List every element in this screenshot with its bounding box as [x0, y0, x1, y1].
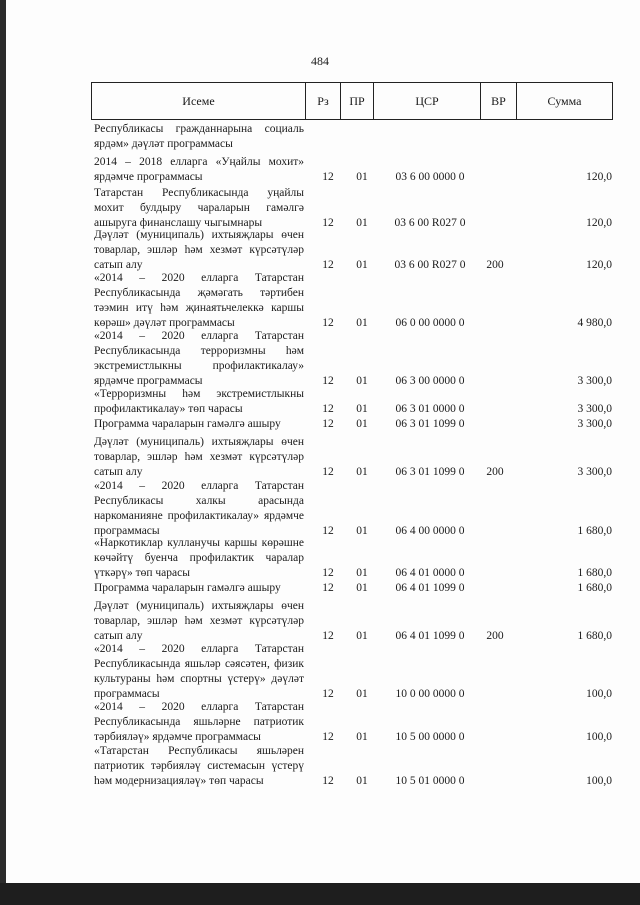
row-csr: 03 6 00 0000 0	[395, 171, 465, 183]
row-name: Республикасы гражданнарына социаль ярдәм» дәүләт программасы	[94, 123, 304, 150]
row-csr: 06 4 01 0000 0	[395, 567, 465, 579]
row-name: Дәүләт (муниципаль) ихтыяҗлары өчен товарлар, эшләр һәм хезмәт күрсәтүләр сатып алу	[94, 600, 304, 642]
row-rz: 12	[322, 525, 334, 537]
row-name: «Терроризмны һәм экстремистлыкны профилактикалау» төп чарасы	[94, 388, 304, 415]
row-csr: 10 5 01 0000 0	[395, 775, 465, 787]
table-row	[0, 435, 640, 480]
row-rz: 12	[322, 259, 334, 271]
row-rz: 12	[322, 466, 334, 478]
row-name: «2014 – 2020 елларга Татарстан Республикасында җәмәгать тәртибен тәэмин итү һәм җинаятьчелеккә каршы көрәш» дәүләт программасы	[94, 272, 304, 329]
row-pr: 01	[356, 630, 368, 642]
page-number: 484	[311, 54, 329, 68]
row-sum: 3 300,0	[577, 375, 612, 387]
row-pr: 01	[356, 466, 368, 478]
row-sum: 4 980,0	[577, 317, 612, 329]
row-pr: 01	[356, 688, 368, 700]
row-sum: 100,0	[586, 688, 612, 700]
row-name: Программа чараларын гамәлгә ашыру	[94, 582, 281, 594]
header-rz: Рз	[306, 83, 341, 120]
row-vr: 200	[486, 630, 504, 642]
row-rz: 12	[322, 317, 334, 329]
row-csr: 06 3 00 0000 0	[395, 375, 465, 387]
row-rz: 12	[322, 630, 334, 642]
row-rz: 12	[322, 418, 334, 430]
row-pr: 01	[356, 582, 368, 594]
table-row	[0, 479, 640, 539]
row-pr: 01	[356, 731, 368, 743]
row-sum: 120,0	[586, 259, 612, 271]
row-csr: 10 0 00 0000 0	[395, 688, 465, 700]
row-pr: 01	[356, 217, 368, 229]
row-name: «2014 – 2020 елларга Татарстан Республикасында яшьләрне патриотик тәрбияләү» ярдәмче программасы	[94, 701, 304, 743]
table-row	[0, 642, 640, 702]
table-row	[0, 155, 640, 185]
row-pr: 01	[356, 403, 368, 415]
row-sum: 3 300,0	[577, 403, 612, 415]
row-rz: 12	[322, 688, 334, 700]
row-csr: 03 6 00 R027 0	[394, 217, 466, 229]
table-row	[0, 417, 640, 432]
row-sum: 3 300,0	[577, 466, 612, 478]
header-pr: ПР	[341, 83, 374, 120]
row-csr: 06 3 01 1099 0	[395, 418, 465, 430]
header-csr: ЦСР	[374, 83, 481, 120]
row-csr: 06 3 01 1099 0	[395, 466, 465, 478]
row-name: «2014 – 2020 елларга Татарстан Республикасында яшьләр сәясәтен, физик культураны һәм спортны үстерү» дәүләт программасы	[94, 643, 304, 700]
table-row	[0, 387, 640, 417]
row-rz: 12	[322, 403, 334, 415]
table-header	[91, 82, 613, 120]
row-sum: 120,0	[586, 217, 612, 229]
row-rz: 12	[322, 567, 334, 579]
table-row	[0, 271, 640, 331]
row-pr: 01	[356, 567, 368, 579]
row-csr: 06 3 01 0000 0	[395, 403, 465, 415]
row-csr: 06 0 00 0000 0	[395, 317, 465, 329]
row-pr: 01	[356, 259, 368, 271]
row-sum: 100,0	[586, 775, 612, 787]
row-name: Дәүләт (муниципаль) ихтыяҗлары өчен товарлар, эшләр һәм хезмәт күрсәтүләр сатып алу	[94, 229, 304, 271]
row-sum: 1 680,0	[577, 630, 612, 642]
row-sum: 1 680,0	[577, 525, 612, 537]
row-pr: 01	[356, 525, 368, 537]
row-name: «2014 – 2020 елларга Татарстан Республикасында терроризмны һәм экстремистлыкны профилактикалау» ярдәмче программасы	[94, 330, 304, 387]
row-pr: 01	[356, 418, 368, 430]
row-name: Дәүләт (муниципаль) ихтыяҗлары өчен товарлар, эшләр һәм хезмәт күрсәтүләр сатып алу	[94, 436, 304, 478]
table-row	[0, 122, 640, 152]
table-row	[0, 186, 640, 231]
row-rz: 12	[322, 582, 334, 594]
row-name: Программа чараларын гамәлгә ашыру	[94, 418, 281, 430]
row-sum: 1 680,0	[577, 567, 612, 579]
row-name: «2014 – 2020 елларга Татарстан Республикасы халкы арасында наркоманияне профилактикалау» ярдәмче программасы	[94, 480, 304, 537]
row-csr: 03 6 00 R027 0	[394, 259, 466, 271]
row-csr: 06 4 01 1099 0	[395, 630, 465, 642]
row-name: «Наркотиклар кулланучы каршы көрәшне көчәйтү буенча профилактик чаралар үткәрү» төп чарасы	[94, 537, 304, 579]
table-row	[0, 581, 640, 596]
row-sum: 120,0	[586, 171, 612, 183]
row-name: Татарстан Республикасында уңайлы мохит булдыру чараларын гамәлгә ашыруга финанслашу чыгымнары	[94, 187, 304, 229]
table-row	[0, 536, 640, 581]
header-sum: Сумма	[517, 83, 613, 120]
table-row	[0, 329, 640, 389]
table-row	[0, 599, 640, 644]
row-pr: 01	[356, 375, 368, 387]
header-vr: ВР	[481, 83, 517, 120]
row-sum: 3 300,0	[577, 418, 612, 430]
row-rz: 12	[322, 375, 334, 387]
row-rz: 12	[322, 171, 334, 183]
row-csr: 10 5 00 0000 0	[395, 731, 465, 743]
table-row	[0, 744, 640, 789]
row-rz: 12	[322, 217, 334, 229]
row-rz: 12	[322, 731, 334, 743]
row-vr: 200	[486, 259, 504, 271]
row-rz: 12	[322, 775, 334, 787]
row-pr: 01	[356, 171, 368, 183]
row-csr: 06 4 00 0000 0	[395, 525, 465, 537]
row-pr: 01	[356, 775, 368, 787]
row-sum: 1 680,0	[577, 582, 612, 594]
row-name: «Татарстан Республикасы яшьләрен патриотик тәрбияләү системасын үстерү һәм модернизацияләү» төп чарасы	[94, 745, 304, 787]
header-name: Исеме	[92, 83, 306, 120]
scan-bottom-edge	[0, 883, 640, 905]
row-name: 2014 – 2018 елларга «Уңайлы мохит» ярдәмче программасы	[94, 156, 304, 183]
row-sum: 100,0	[586, 731, 612, 743]
table-row	[0, 228, 640, 273]
row-pr: 01	[356, 317, 368, 329]
row-csr: 06 4 01 1099 0	[395, 582, 465, 594]
table-row	[0, 700, 640, 745]
row-vr: 200	[486, 466, 504, 478]
